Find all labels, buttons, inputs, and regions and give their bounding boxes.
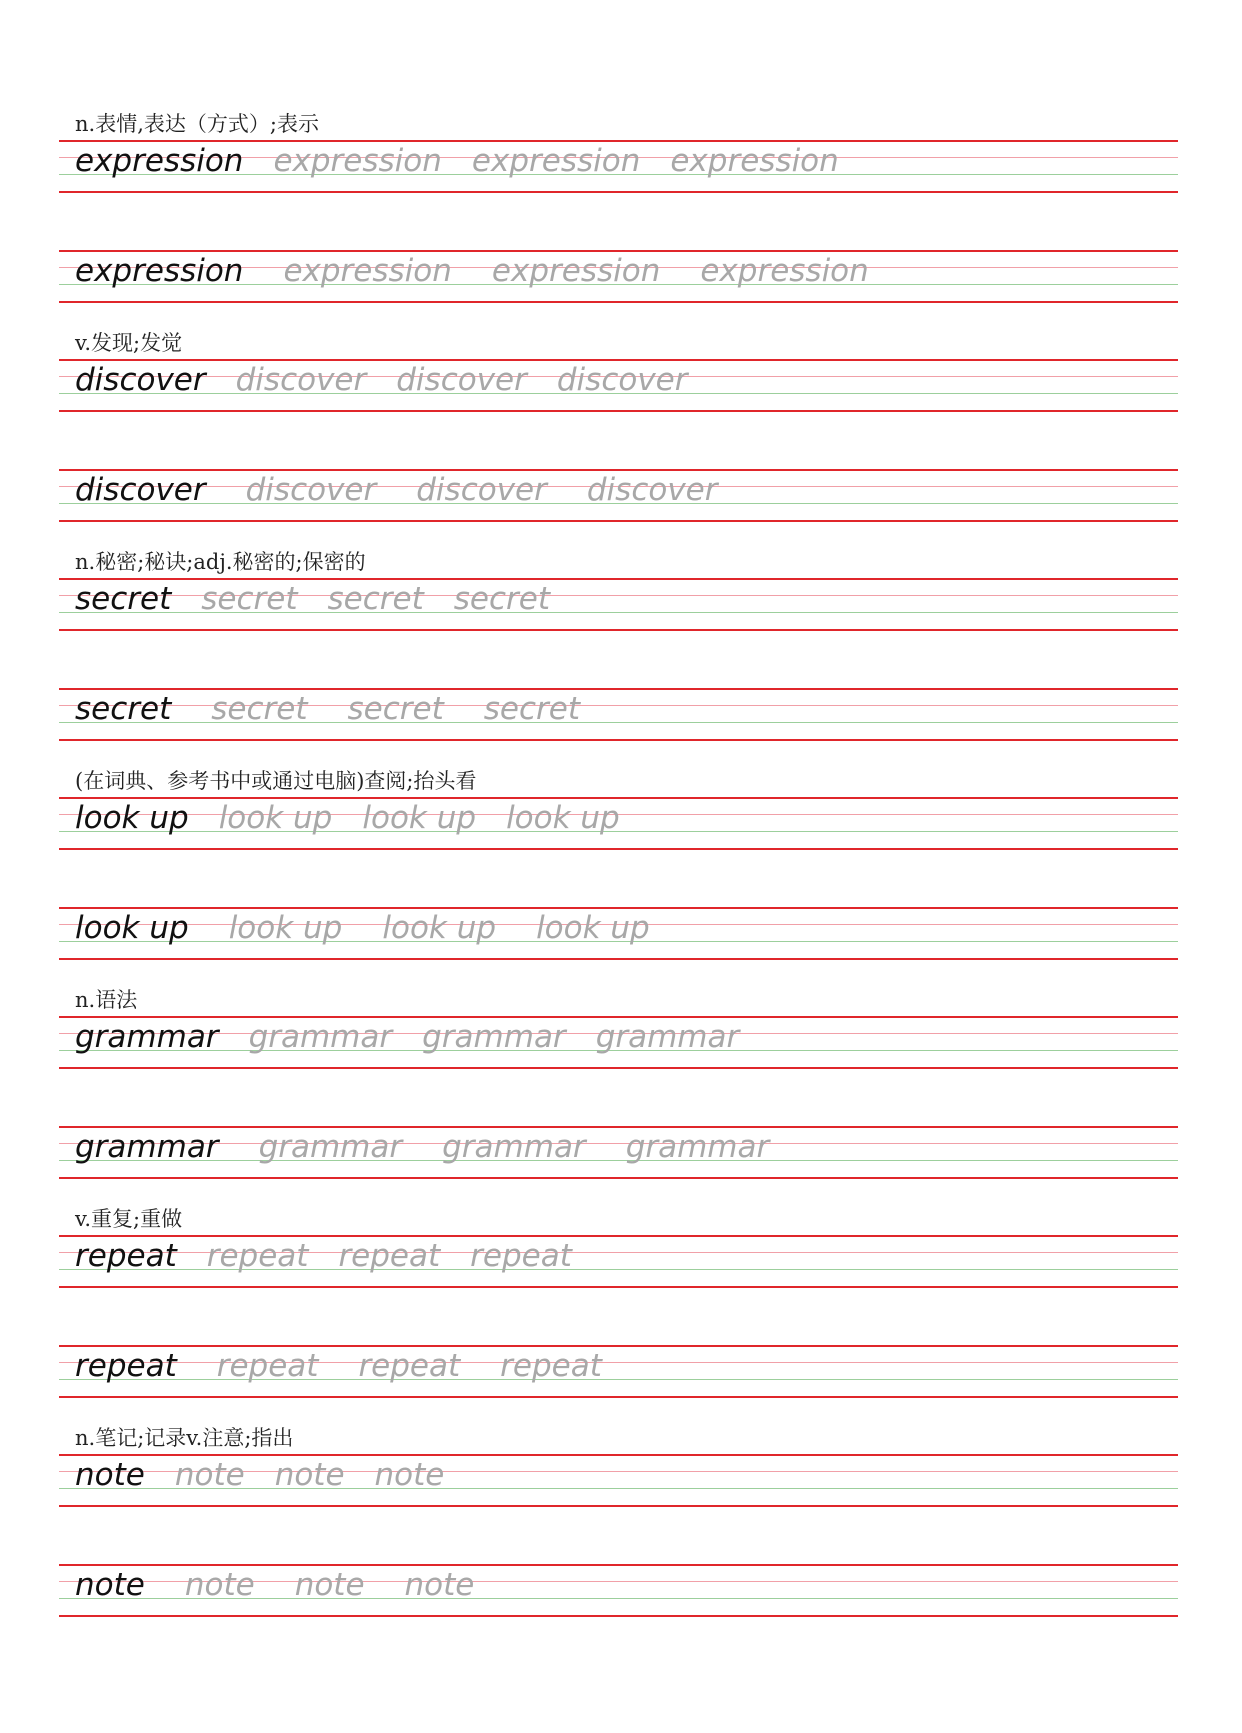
- definition: v.发现;发觉: [75, 331, 183, 355]
- word-trace: look up: [382, 910, 497, 946]
- word-trace: note: [404, 1567, 475, 1603]
- writing-row: [59, 140, 1178, 192]
- word-copies: [75, 1565, 474, 1605]
- word-model: grammar: [75, 1019, 219, 1055]
- word-trace: grammar: [248, 1019, 393, 1055]
- word-trace: look up: [506, 800, 620, 836]
- guide-line: [59, 848, 1178, 850]
- word-trace: expression: [283, 253, 452, 289]
- word-trace: grammar: [442, 1129, 586, 1165]
- guide-line: [59, 191, 1178, 193]
- writing-row: [59, 1564, 1178, 1616]
- word-trace: discover: [586, 472, 718, 508]
- word-copies: [75, 1346, 602, 1386]
- writing-row: [59, 1454, 1178, 1506]
- word-trace: secret: [483, 691, 580, 727]
- word-copies: [75, 1455, 444, 1495]
- word-copies: [75, 689, 580, 729]
- guide-line: [59, 1615, 1178, 1617]
- word-model: secret: [75, 581, 172, 617]
- word-trace: note: [274, 1457, 345, 1493]
- writing-row: [59, 907, 1178, 959]
- word-trace: grammar: [595, 1019, 740, 1055]
- definition: (在词典、参考书中或通过电脑)查阅;抬头看: [75, 769, 477, 793]
- guide-line: [59, 410, 1178, 412]
- writing-row: [59, 797, 1178, 849]
- word-trace: grammar: [258, 1129, 403, 1165]
- guide-line: [59, 1286, 1178, 1288]
- guide-line: [59, 1505, 1178, 1507]
- word-trace: secret: [211, 691, 308, 727]
- guide-line: [59, 629, 1178, 631]
- writing-row: [59, 250, 1178, 302]
- writing-row: [59, 688, 1178, 740]
- definition: v.重复;重做: [75, 1207, 183, 1231]
- word-trace: grammar: [422, 1019, 566, 1055]
- definition: n.秘密;秘诀;adj.秘密的;保密的: [75, 550, 366, 574]
- writing-row: [59, 359, 1178, 411]
- definition: n.笔记;记录v.注意;指出: [75, 1426, 294, 1450]
- word-copies: [75, 1017, 739, 1057]
- word-model: expression: [75, 253, 244, 289]
- word-trace: look up: [362, 800, 477, 836]
- writing-row: [59, 1235, 1178, 1287]
- word-trace: expression: [491, 253, 661, 289]
- guide-line: [59, 1177, 1178, 1179]
- word-trace: discover: [235, 362, 367, 398]
- word-trace: note: [294, 1567, 365, 1603]
- guide-line: [59, 739, 1178, 741]
- word-copies: [75, 579, 550, 619]
- word-trace: expression: [670, 143, 839, 179]
- word-copies: [75, 470, 718, 510]
- word-copies: [75, 798, 620, 838]
- word-trace: note: [374, 1457, 445, 1493]
- word-trace: look up: [228, 910, 343, 946]
- word-model: expression: [75, 143, 244, 179]
- writing-row: [59, 469, 1178, 521]
- word-copies: [75, 360, 688, 400]
- word-entry: [0, 1426, 1242, 1673]
- word-copies: [75, 1236, 572, 1276]
- guide-line: [59, 1396, 1178, 1398]
- guide-line: [59, 958, 1178, 960]
- word-trace: look up: [218, 800, 333, 836]
- word-copies: [75, 1127, 769, 1167]
- word-trace: secret: [453, 581, 550, 617]
- word-trace: repeat: [338, 1238, 441, 1274]
- word-trace: secret: [347, 691, 444, 727]
- word-entry: [0, 769, 1242, 1016]
- word-trace: discover: [556, 362, 688, 398]
- word-model: grammar: [75, 1129, 219, 1165]
- word-trace: expression: [471, 143, 641, 179]
- word-model: discover: [75, 472, 206, 508]
- word-copies: [75, 141, 839, 181]
- word-trace: expression: [700, 253, 869, 289]
- writing-row: [59, 1016, 1178, 1068]
- word-model: note: [75, 1457, 145, 1493]
- definition: n.表情,表达（方式）;表示: [75, 112, 319, 136]
- word-trace: discover: [416, 472, 547, 508]
- word-entry: [0, 988, 1242, 1235]
- word-trace: repeat: [216, 1348, 319, 1384]
- word-model: look up: [75, 800, 189, 836]
- guide-line: [59, 520, 1178, 522]
- word-trace: repeat: [470, 1238, 572, 1274]
- word-copies: [75, 251, 869, 291]
- word-trace: repeat: [500, 1348, 602, 1384]
- word-model: discover: [75, 362, 206, 398]
- word-model: repeat: [75, 1348, 177, 1384]
- word-trace: note: [184, 1567, 255, 1603]
- word-trace: grammar: [625, 1129, 770, 1165]
- word-trace: look up: [536, 910, 650, 946]
- word-model: note: [75, 1567, 145, 1603]
- word-trace: expression: [273, 143, 442, 179]
- writing-row: [59, 1126, 1178, 1178]
- writing-row: [59, 1345, 1178, 1397]
- word-model: repeat: [75, 1238, 177, 1274]
- word-trace: discover: [396, 362, 527, 398]
- word-trace: secret: [327, 581, 424, 617]
- writing-row: [59, 578, 1178, 630]
- word-model: secret: [75, 691, 172, 727]
- word-model: look up: [75, 910, 189, 946]
- word-copies: [75, 908, 650, 948]
- definition: n.语法: [75, 988, 138, 1012]
- word-entry: [0, 112, 1242, 359]
- word-trace: discover: [245, 472, 377, 508]
- word-trace: note: [174, 1457, 245, 1493]
- guide-line: [59, 1067, 1178, 1069]
- word-trace: repeat: [206, 1238, 309, 1274]
- word-trace: repeat: [358, 1348, 461, 1384]
- guide-line: [59, 301, 1178, 303]
- word-trace: secret: [201, 581, 298, 617]
